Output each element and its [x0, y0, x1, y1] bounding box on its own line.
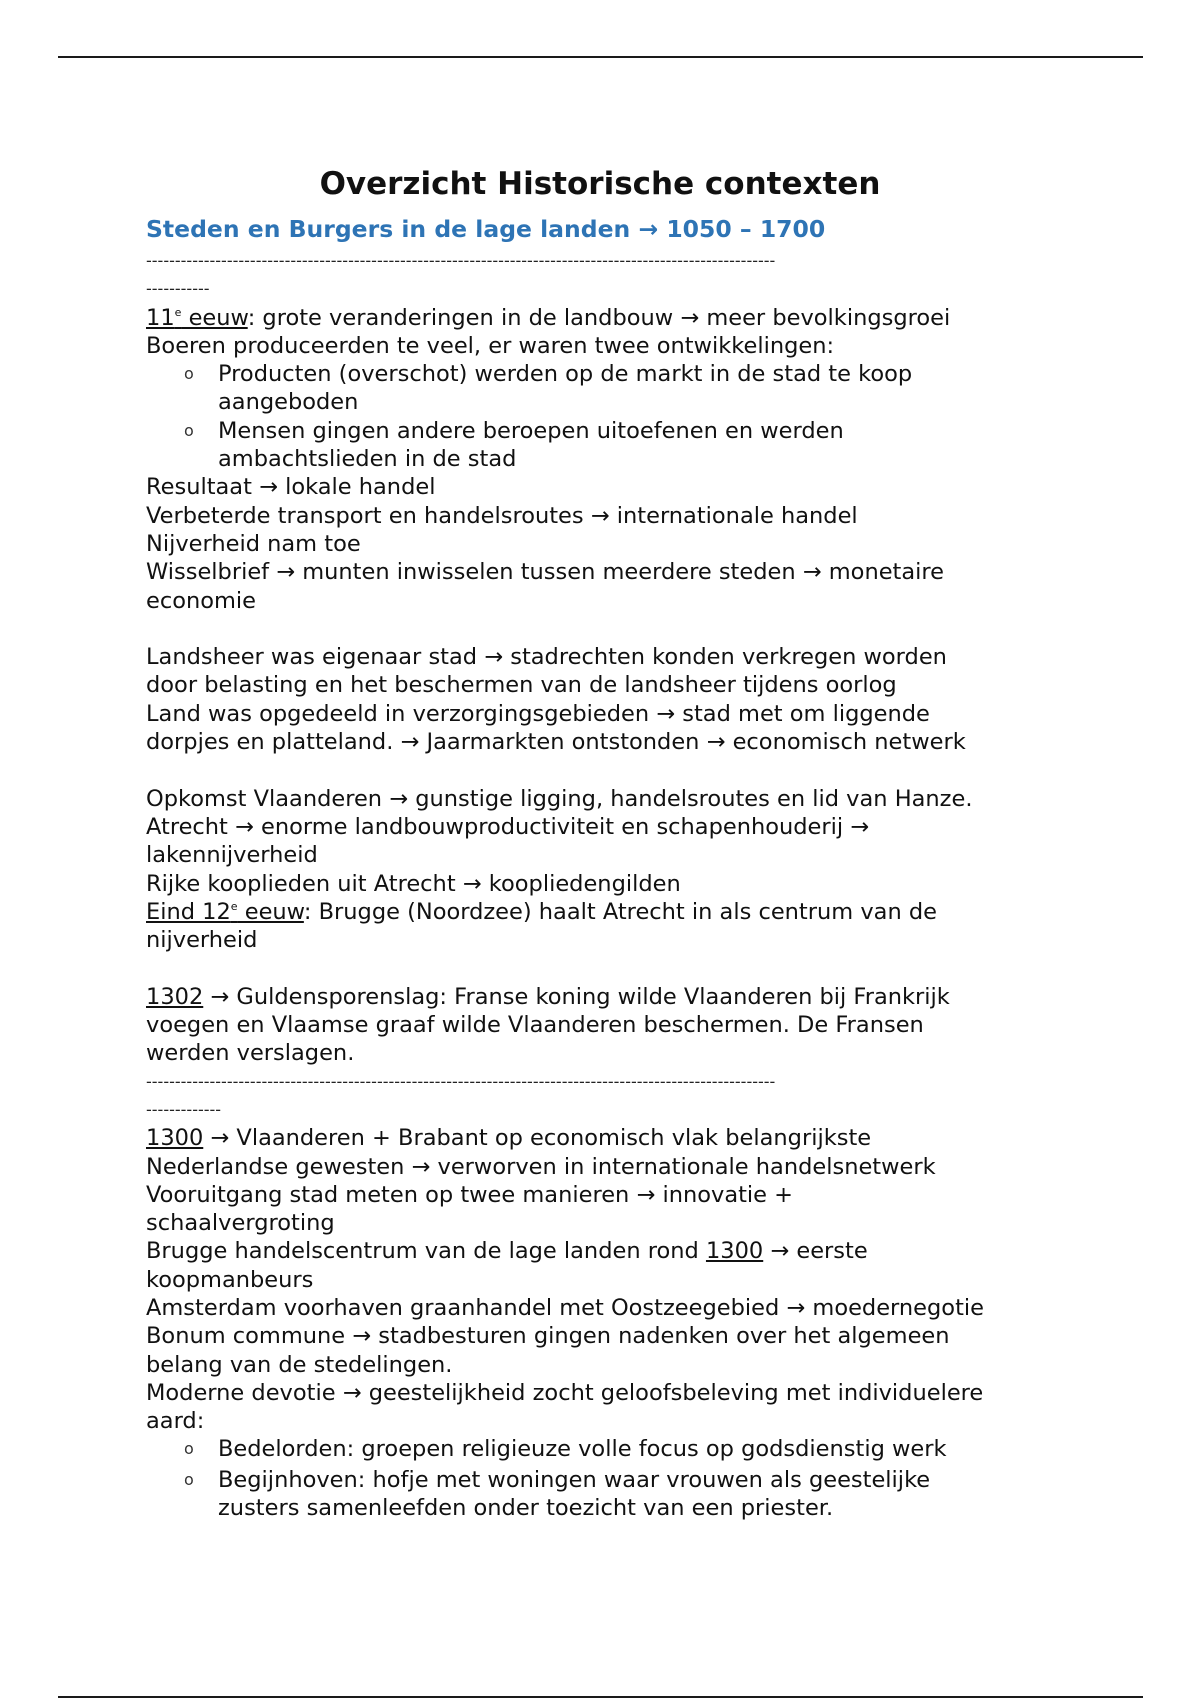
list-item: o Bedelorden: groepen religieuze volle focus op godsdienstig werk	[184, 1436, 947, 1463]
text-line: aard:	[146, 1408, 205, 1435]
text-line: voegen en Vlaamse graaf wilde Vlaanderen beschermen. De Fransen	[146, 1012, 924, 1039]
text-line: Wisselbrief → munten inwisselen tussen meerdere steden → monetaire	[146, 559, 945, 586]
text-line: Bonum commune → stadbesturen gingen nadenken over het algemeen	[146, 1323, 950, 1350]
separator-line: -------------------------------------------------------------------------------------------------------------	[146, 251, 776, 270]
text-line: nijverheid	[146, 927, 258, 954]
header-rule	[58, 56, 1143, 58]
text-line: lakennijverheid	[146, 842, 318, 869]
separator-line-end: -----------	[146, 279, 210, 299]
list-item-continuation: zusters samenleefden onder toezicht van een priester.	[218, 1495, 834, 1522]
text-line: Resultaat → lokale handel	[146, 474, 436, 501]
list-item: o Begijnhoven: hofje met woningen waar vrouwen als geestelijke	[184, 1466, 931, 1493]
date-label: 1302	[146, 983, 204, 1010]
text-line: economie	[146, 587, 257, 614]
text-line: 1302 → Guldensporenslag: Franse koning wilde Vlaanderen bij Frankrijk	[146, 983, 950, 1010]
date-label: 1300	[705, 1238, 764, 1265]
text-line: Vooruitgang stad meten op twee manieren → innovatie +	[146, 1181, 794, 1208]
text-line: Moderne devotie → geestelijkheid zocht geloofsbeleving met individuelere	[146, 1379, 984, 1406]
page-title: Overzicht Historische contexten	[319, 165, 881, 202]
text-line: Amsterdam voorhaven graanhandel met Oostzeegebied → moedernegotie	[146, 1294, 984, 1321]
date-label: Eind 12e eeuw	[146, 898, 304, 925]
text-line: Landsheer was eigenaar stad → stadrechten konden verkregen worden	[146, 644, 947, 671]
text-line: door belasting en het beschermen van de landsheer tijdens oorlog	[146, 672, 897, 699]
text-line: Atrecht → enorme landbouwproductiviteit en schapenhouderij →	[146, 813, 870, 840]
text-line: Land was opgedeeld in verzorgingsgebieden → stad met om liggende	[146, 700, 930, 727]
text-line: Opkomst Vlaanderen → gunstige ligging, handelsroutes en lid van Hanze.	[146, 785, 973, 812]
text-line: schaalvergroting	[146, 1210, 335, 1237]
bullet-icon: o	[184, 420, 194, 440]
section-heading: Steden en Burgers in de lage landen → 1050 – 1700	[146, 215, 826, 243]
list-item: o Producten (overschot) werden op de markt in de stad te koop	[184, 361, 913, 388]
text-line: dorpjes en platteland. → Jaarmarkten ontstonden → economisch netwerk	[146, 729, 966, 756]
text-line: Boeren produceerden te veel, er waren twee ontwikkelingen:	[146, 332, 835, 359]
text-line: Verbeterde transport en handelsroutes → internationale handel	[146, 502, 858, 529]
document-body	[146, 213, 1066, 1522]
separator-line-end: -------------	[146, 1099, 222, 1119]
text-line: werden verslagen.	[146, 1040, 355, 1067]
text-line: Rijke kooplieden uit Atrecht → koopliedengilden	[146, 870, 681, 897]
list-item-continuation: ambachtslieden in de stad	[218, 446, 517, 473]
bullet-icon: o	[184, 1469, 194, 1489]
footer-rule	[58, 1696, 1143, 1698]
separator-line: -------------------------------------------------------------------------------------------------------------	[146, 1071, 776, 1091]
bullet-icon: o	[184, 1439, 194, 1459]
text-line: Eind 12e eeuw: Brugge (Noordzee) haalt Atrecht in als centrum van de	[146, 898, 937, 925]
bullet-icon: o	[184, 364, 194, 384]
paragraph-gap	[146, 615, 1066, 643]
text-line: Brugge handelscentrum van de lage landen rond 1300 → eerste	[146, 1238, 868, 1265]
text-line: 11e eeuw: grote veranderingen in de landbouw → meer bevolkingsgroei	[146, 304, 951, 331]
paragraph-gap	[146, 954, 1066, 982]
text-line: 1300 → Vlaanderen + Brabant op economisch vlak belangrijkste	[146, 1125, 872, 1152]
text-line: koopmanbeurs	[146, 1266, 314, 1293]
text-line: Nederlandse gewesten → verworven in internationale handelsnetwerk	[146, 1153, 936, 1180]
list-item: o Mensen gingen andere beroepen uitoefenen en werden	[184, 417, 844, 444]
date-label: 1300	[146, 1125, 204, 1152]
list-item-continuation: aangeboden	[218, 389, 359, 416]
paragraph-gap	[146, 756, 1066, 784]
date-label: 11e eeuw	[146, 304, 248, 331]
text-line: belang van de stedelingen.	[146, 1351, 453, 1378]
text-line: Nijverheid nam toe	[146, 530, 361, 557]
